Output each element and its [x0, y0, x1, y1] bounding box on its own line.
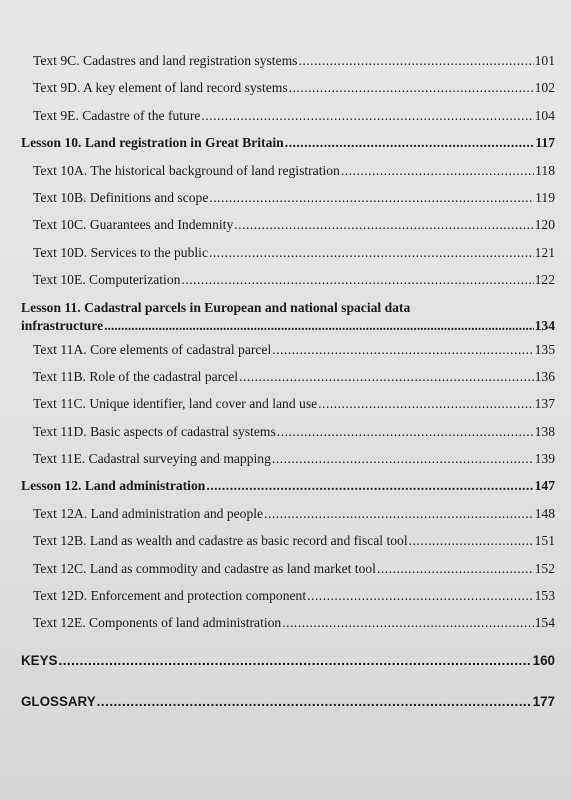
toc-entry-title: Text 12A. Land administration and people: [33, 505, 264, 521]
toc-page-number: 135: [534, 341, 555, 357]
toc-entry: [21, 423, 555, 450]
toc-page-number: 120: [534, 217, 555, 233]
toc-entry: [21, 450, 555, 477]
dot-leader: [201, 107, 533, 125]
toc-entry: [21, 532, 555, 559]
toc-entry-title: Text 10D. Services to the public: [33, 244, 208, 260]
section-title: GLOSSARY: [21, 694, 96, 710]
dot-leader: [277, 423, 534, 441]
toc-lesson-heading: [21, 299, 555, 335]
toc-entry: [21, 614, 555, 641]
lesson-title-line2-row: [21, 317, 555, 335]
toc-page-number: 138: [534, 423, 555, 439]
dot-leader: [318, 395, 533, 413]
toc-entry: [21, 341, 555, 368]
dot-leader: [58, 652, 531, 670]
dot-leader: [272, 450, 534, 468]
toc-page-number: 160: [532, 652, 555, 668]
lesson-title-line2: infrastructure: [21, 317, 104, 333]
toc-page-number: 153: [534, 588, 555, 604]
toc-page-number: 104: [534, 107, 555, 123]
dot-leader: [289, 79, 534, 97]
toc-page-number: 148: [534, 505, 555, 521]
lesson-title: Lesson 10. Land registration in Great Britain: [21, 135, 284, 151]
toc-entry-title: Text 12B. Land as wealth and cadastre as basic record and fiscal tool: [33, 533, 408, 549]
toc-entry: [21, 52, 555, 79]
dot-leader: [209, 189, 534, 207]
toc-entry: [21, 395, 555, 422]
dot-leader: [181, 271, 533, 289]
toc-entry-title: Text 11B. Role of the cadastral parcel: [33, 368, 239, 384]
toc-entry-title: Text 11A. Core elements of cadastral parcel: [33, 341, 272, 357]
toc-entry-title: Text 9C. Cadastres and land registration systems: [33, 53, 298, 68]
toc-page-number: 122: [534, 272, 555, 288]
toc-entry: [21, 107, 555, 134]
toc-lesson-heading: [21, 477, 555, 504]
toc-section-keys: [21, 652, 555, 679]
toc-page-number: 117: [535, 135, 555, 151]
toc-entry-title: Text 9D. A key element of land record systems: [33, 80, 288, 96]
dot-leader: [272, 341, 533, 359]
toc-entry-title: Text 9E. Cadastre of the future: [33, 107, 201, 123]
toc-page-number: 177: [532, 694, 555, 710]
toc-entry: [21, 560, 555, 587]
toc-lesson-heading: [21, 134, 555, 161]
toc-page-number: 101: [534, 53, 555, 68]
toc-entry: [21, 162, 555, 189]
table-of-contents: [21, 52, 555, 721]
toc-entry-title: Text 10A. The historical background of land registration: [33, 162, 340, 178]
dot-leader: [206, 477, 533, 495]
toc-entry-title: Text 11C. Unique identifier, land cover and land use: [33, 396, 318, 412]
toc-entry: [21, 368, 555, 395]
lesson-title: Lesson 12. Land administration: [21, 478, 206, 494]
dot-leader: [104, 317, 534, 335]
dot-leader: [209, 244, 534, 262]
dot-leader: [282, 614, 533, 632]
dot-leader: [234, 216, 533, 234]
toc-page-number: 119: [535, 189, 555, 205]
toc-page-number: 102: [534, 80, 555, 96]
toc-entry-title: Text 10E. Computerization: [33, 272, 181, 288]
toc-entry-title: Text 11E. Cadastral surveying and mapping: [33, 451, 271, 467]
toc-entry-title: Text 12E. Components of land administration: [33, 615, 282, 631]
toc-page-number: 137: [534, 396, 555, 412]
toc-section-glossary: [21, 693, 555, 720]
toc-entry-title: Text 11D. Basic aspects of cadastral systems: [33, 423, 276, 439]
toc-entry: [21, 271, 555, 298]
dot-leader: [298, 52, 533, 70]
toc-entry-title: Text 12C. Land as commodity and cadastre as land market tool: [33, 560, 376, 576]
toc-page-number: 147: [534, 478, 555, 494]
dot-leader: [307, 587, 534, 605]
toc-entry-title: Text 10B. Definitions and scope: [33, 189, 209, 205]
lesson-title-line1: Lesson 11. Cadastral parcels in European and national spacial data: [21, 299, 411, 315]
toc-page-number: 152: [534, 560, 555, 576]
toc-entry: [21, 216, 555, 243]
dot-leader: [341, 162, 534, 180]
dot-leader: [97, 693, 532, 711]
toc-page-number: 121: [534, 244, 555, 260]
toc-entry-title: Text 12D. Enforcement and protection component: [33, 588, 307, 604]
toc-entry: [21, 189, 555, 216]
toc-page-number: 134: [534, 317, 555, 333]
dot-leader: [285, 134, 535, 152]
toc-page-number: 136: [534, 368, 555, 384]
toc-entry: [21, 244, 555, 271]
section-title: KEYS: [21, 652, 58, 668]
toc-entry: [21, 505, 555, 532]
dot-leader: [377, 560, 534, 578]
dot-leader: [264, 505, 534, 523]
toc-page-number: 118: [535, 162, 555, 178]
toc-entry: [21, 587, 555, 614]
toc-entry: [21, 79, 555, 106]
dot-leader: [409, 532, 534, 550]
toc-page-number: 154: [534, 615, 555, 631]
dot-leader: [239, 368, 534, 386]
toc-entry-title: Text 10C. Guarantees and Indemnity: [33, 217, 234, 233]
toc-page-number: 151: [534, 533, 555, 549]
toc-page-number: 139: [534, 451, 555, 467]
